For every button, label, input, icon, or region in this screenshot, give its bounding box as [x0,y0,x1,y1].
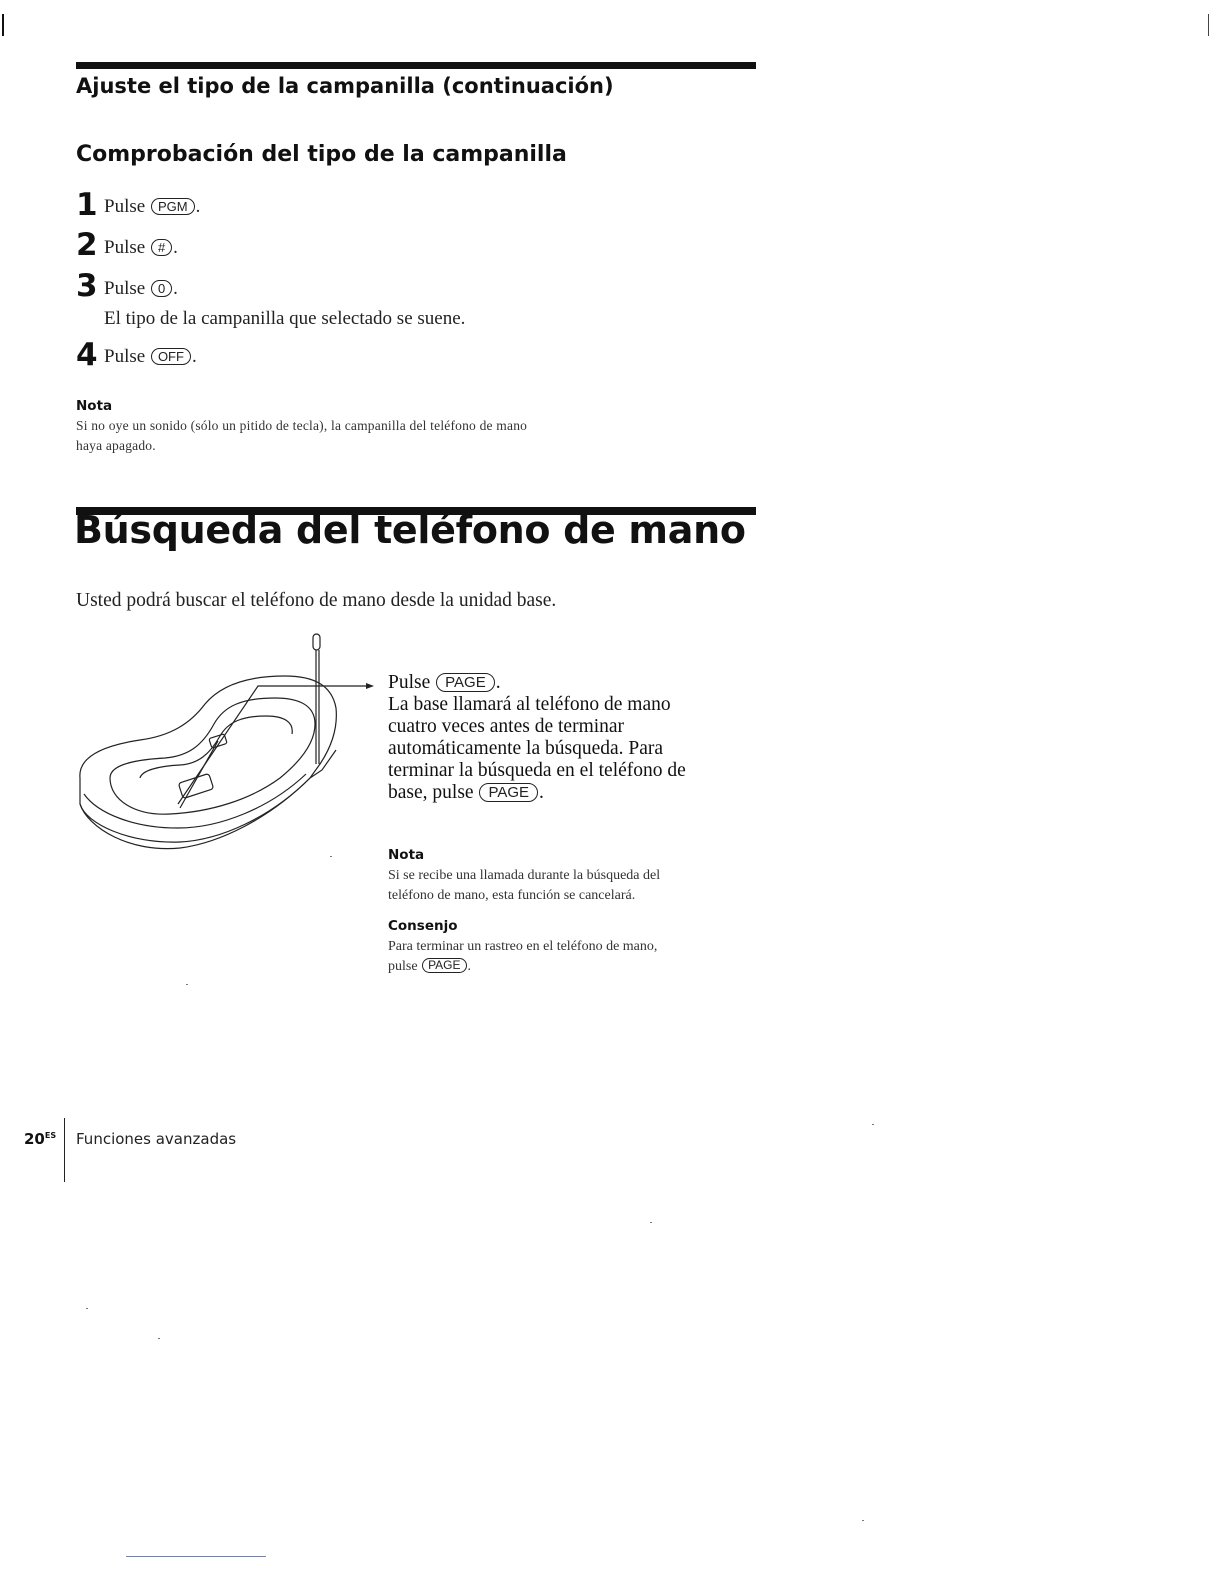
instr-line: terminar la búsqueda en el teléfono de [388,760,686,781]
step-number: 2 [76,227,98,263]
top-rule [76,62,756,69]
pgm-key-icon: PGM [151,198,195,215]
scan-speck [862,1520,864,1521]
scan-speck [330,856,332,857]
margin-mark-right [1208,14,1209,36]
note-title: Nota [388,847,425,863]
step-punct: . [195,196,201,217]
instr-line: cuatro veces antes de terminar [388,716,625,737]
intro-text: Usted podrá buscar el teléfono de mano desde la unidad base. [76,590,557,611]
subsection-heading: Comprobación del tipo de la campanilla [76,142,567,167]
tip-line: Para terminar un rastreo en el teléfono de mano, [388,939,658,954]
step-punct: . [173,237,178,258]
step-text: Pulse [104,278,146,299]
hash-key-icon: # [151,239,172,256]
instr-text: base, pulse [388,782,474,803]
scan-speck [872,1124,874,1125]
scan-speck [86,1308,88,1309]
tip-text: pulse [388,959,418,974]
page-key-icon: PAGE [422,958,466,973]
tip-line: pulse PAGE . [388,958,472,974]
instr-lead-line: Pulse PAGE . [388,672,501,693]
step-punct: . [173,278,178,299]
step-punct: . [191,346,197,367]
page-key-icon: PAGE [436,673,495,692]
scan-speck [186,984,188,985]
tip-title: Consenjo [388,918,458,934]
step-4 [104,346,197,368]
step-text: Pulse [104,346,146,367]
footer-section: Funciones avanzadas [76,1130,237,1148]
zero-key-icon: 0 [151,280,172,297]
step-number: 3 [76,268,98,304]
bottom-rule [126,1556,266,1557]
instr-line: La base llamará al teléfono de mano [388,694,671,715]
base-unit-illustration [70,628,390,858]
step-1 [104,196,200,218]
margin-mark [2,14,4,36]
note-title: Nota [76,398,113,414]
page-number-suffix: ES [44,1131,57,1140]
step-3 [104,278,178,300]
step-3-detail: El tipo de la campanilla que selectado se suene. [104,308,466,329]
page-instructions [388,672,748,804]
step-number: 4 [76,337,98,373]
instr-text: Pulse [388,672,431,693]
footer-divider [64,1118,65,1182]
page-number-value: 20 [24,1130,45,1148]
section-heading: Ajuste el tipo de la campanilla (continuación) [76,74,614,98]
step-text: Pulse [104,196,146,217]
instr-line: automáticamente la búsqueda. Para [388,738,664,759]
note-line: Si no oye un sonido (sólo un pitido de tecla), la campanilla del teléfono de mano [76,418,528,433]
scan-speck [650,1222,652,1223]
step-number: 1 [76,187,98,223]
scan-speck [158,1338,160,1339]
off-key-icon: OFF [151,348,191,365]
note-line: haya apagado. [76,438,156,453]
instr-last-line: base, pulse PAGE . [388,782,544,803]
note-line: teléfono de mano, esta función se cancelará. [388,888,636,903]
step-2 [104,237,178,259]
step-text: Pulse [104,237,146,258]
page-key-icon: PAGE [479,783,538,802]
page-title: Búsqueda del teléfono de mano [74,508,746,552]
page-number [24,1130,56,1148]
note-line: Si se recibe una llamada durante la búsqueda del [388,868,661,883]
